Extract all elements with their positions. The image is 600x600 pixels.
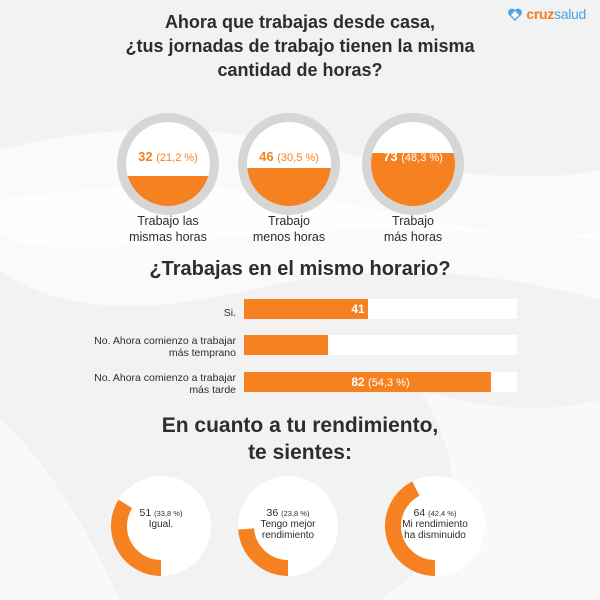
category-line: No. Ahora comienzo a trabajar — [94, 335, 236, 347]
category-line: rendimiento — [261, 530, 315, 541]
category-line: Mi rendimiento — [402, 519, 468, 530]
value-percent: (42,4 %) — [428, 509, 457, 518]
donut-value — [384, 508, 486, 519]
section-2-title: ¿Trabajas en el mismo horario? — [149, 258, 451, 280]
category-line: más tarde — [189, 384, 236, 396]
value-number: 28 — [351, 338, 369, 352]
title-line: te sientes: — [248, 441, 352, 464]
hbar-value-label — [244, 375, 517, 389]
hbar-category-label — [36, 335, 236, 359]
value-percent: (33,8 %) — [154, 509, 183, 518]
donut-chart — [110, 475, 212, 577]
section-3-title — [80, 412, 520, 466]
category-line: Tengo mejor — [260, 519, 316, 530]
hbar-value-label — [244, 338, 517, 352]
category-line: más temprano — [168, 347, 236, 359]
cup-value-label — [371, 149, 455, 164]
value-number: 64 — [413, 507, 429, 519]
title-line: cantidad de horas? — [217, 60, 383, 80]
cup-chart — [117, 113, 219, 215]
section-1-title — [80, 10, 520, 82]
category-line: mismas horas — [129, 230, 207, 244]
hbar-track — [244, 372, 517, 392]
cup-inner — [126, 122, 210, 206]
donut-value — [110, 508, 212, 519]
hbar-track — [244, 299, 517, 319]
title-line: ¿tus jornadas de trabajo tienen la misma — [125, 36, 475, 56]
cup-category-label — [348, 213, 478, 245]
value-number: 46 — [259, 149, 278, 164]
value-percent: (27,2 %) — [368, 304, 410, 316]
value-percent: (48,3 %) — [401, 152, 443, 164]
cup-chart — [238, 113, 340, 215]
donut-label — [384, 508, 486, 541]
category-line: Trabajo — [392, 214, 434, 228]
cup-category-label — [103, 213, 233, 245]
hbar-category-label — [36, 372, 236, 396]
value-percent: (18,5 %) — [368, 340, 410, 352]
category-line: Si. — [223, 307, 236, 319]
logo-text: cruzsalud — [526, 6, 586, 22]
donut-value — [237, 508, 339, 519]
donut-chart — [237, 475, 339, 577]
title-line: En cuanto a tu rendimiento, — [161, 414, 439, 437]
donut-label — [237, 508, 339, 541]
value-number: 41 — [351, 302, 369, 316]
cup-value-label — [126, 149, 210, 164]
category-line: Trabajo — [268, 214, 310, 228]
value-number: 73 — [383, 149, 402, 164]
hbar-track — [244, 335, 517, 355]
hbar-category-label — [36, 307, 236, 319]
cup-inner — [371, 122, 455, 206]
value-number: 82 — [351, 375, 369, 389]
category-line: Igual. — [148, 519, 174, 530]
value-percent: (30,5 %) — [277, 152, 319, 164]
category-line: menos horas — [252, 230, 326, 244]
value-number: 32 — [138, 149, 157, 164]
cup-value-label — [247, 149, 331, 164]
category-line: No. Ahora comienzo a trabajar — [94, 372, 236, 384]
value-percent: (23,8 %) — [281, 509, 310, 518]
cup-inner — [247, 122, 331, 206]
category-line: más horas — [383, 230, 443, 244]
donut-chart — [384, 475, 486, 577]
value-percent: (54,3 %) — [368, 377, 410, 389]
value-number: 51 — [139, 507, 155, 519]
category-line: Trabajo las — [137, 214, 199, 228]
cup-fill — [126, 176, 210, 206]
donut-label — [110, 508, 212, 530]
value-number: 36 — [266, 507, 282, 519]
cup-category-label — [224, 213, 354, 245]
value-percent: (21,2 %) — [156, 152, 198, 164]
category-line: ha disminuido — [404, 530, 466, 541]
hbar-value-label — [244, 302, 517, 316]
cup-chart — [362, 113, 464, 215]
title-line: Ahora que trabajas desde casa, — [164, 12, 436, 32]
cup-fill — [247, 168, 331, 206]
